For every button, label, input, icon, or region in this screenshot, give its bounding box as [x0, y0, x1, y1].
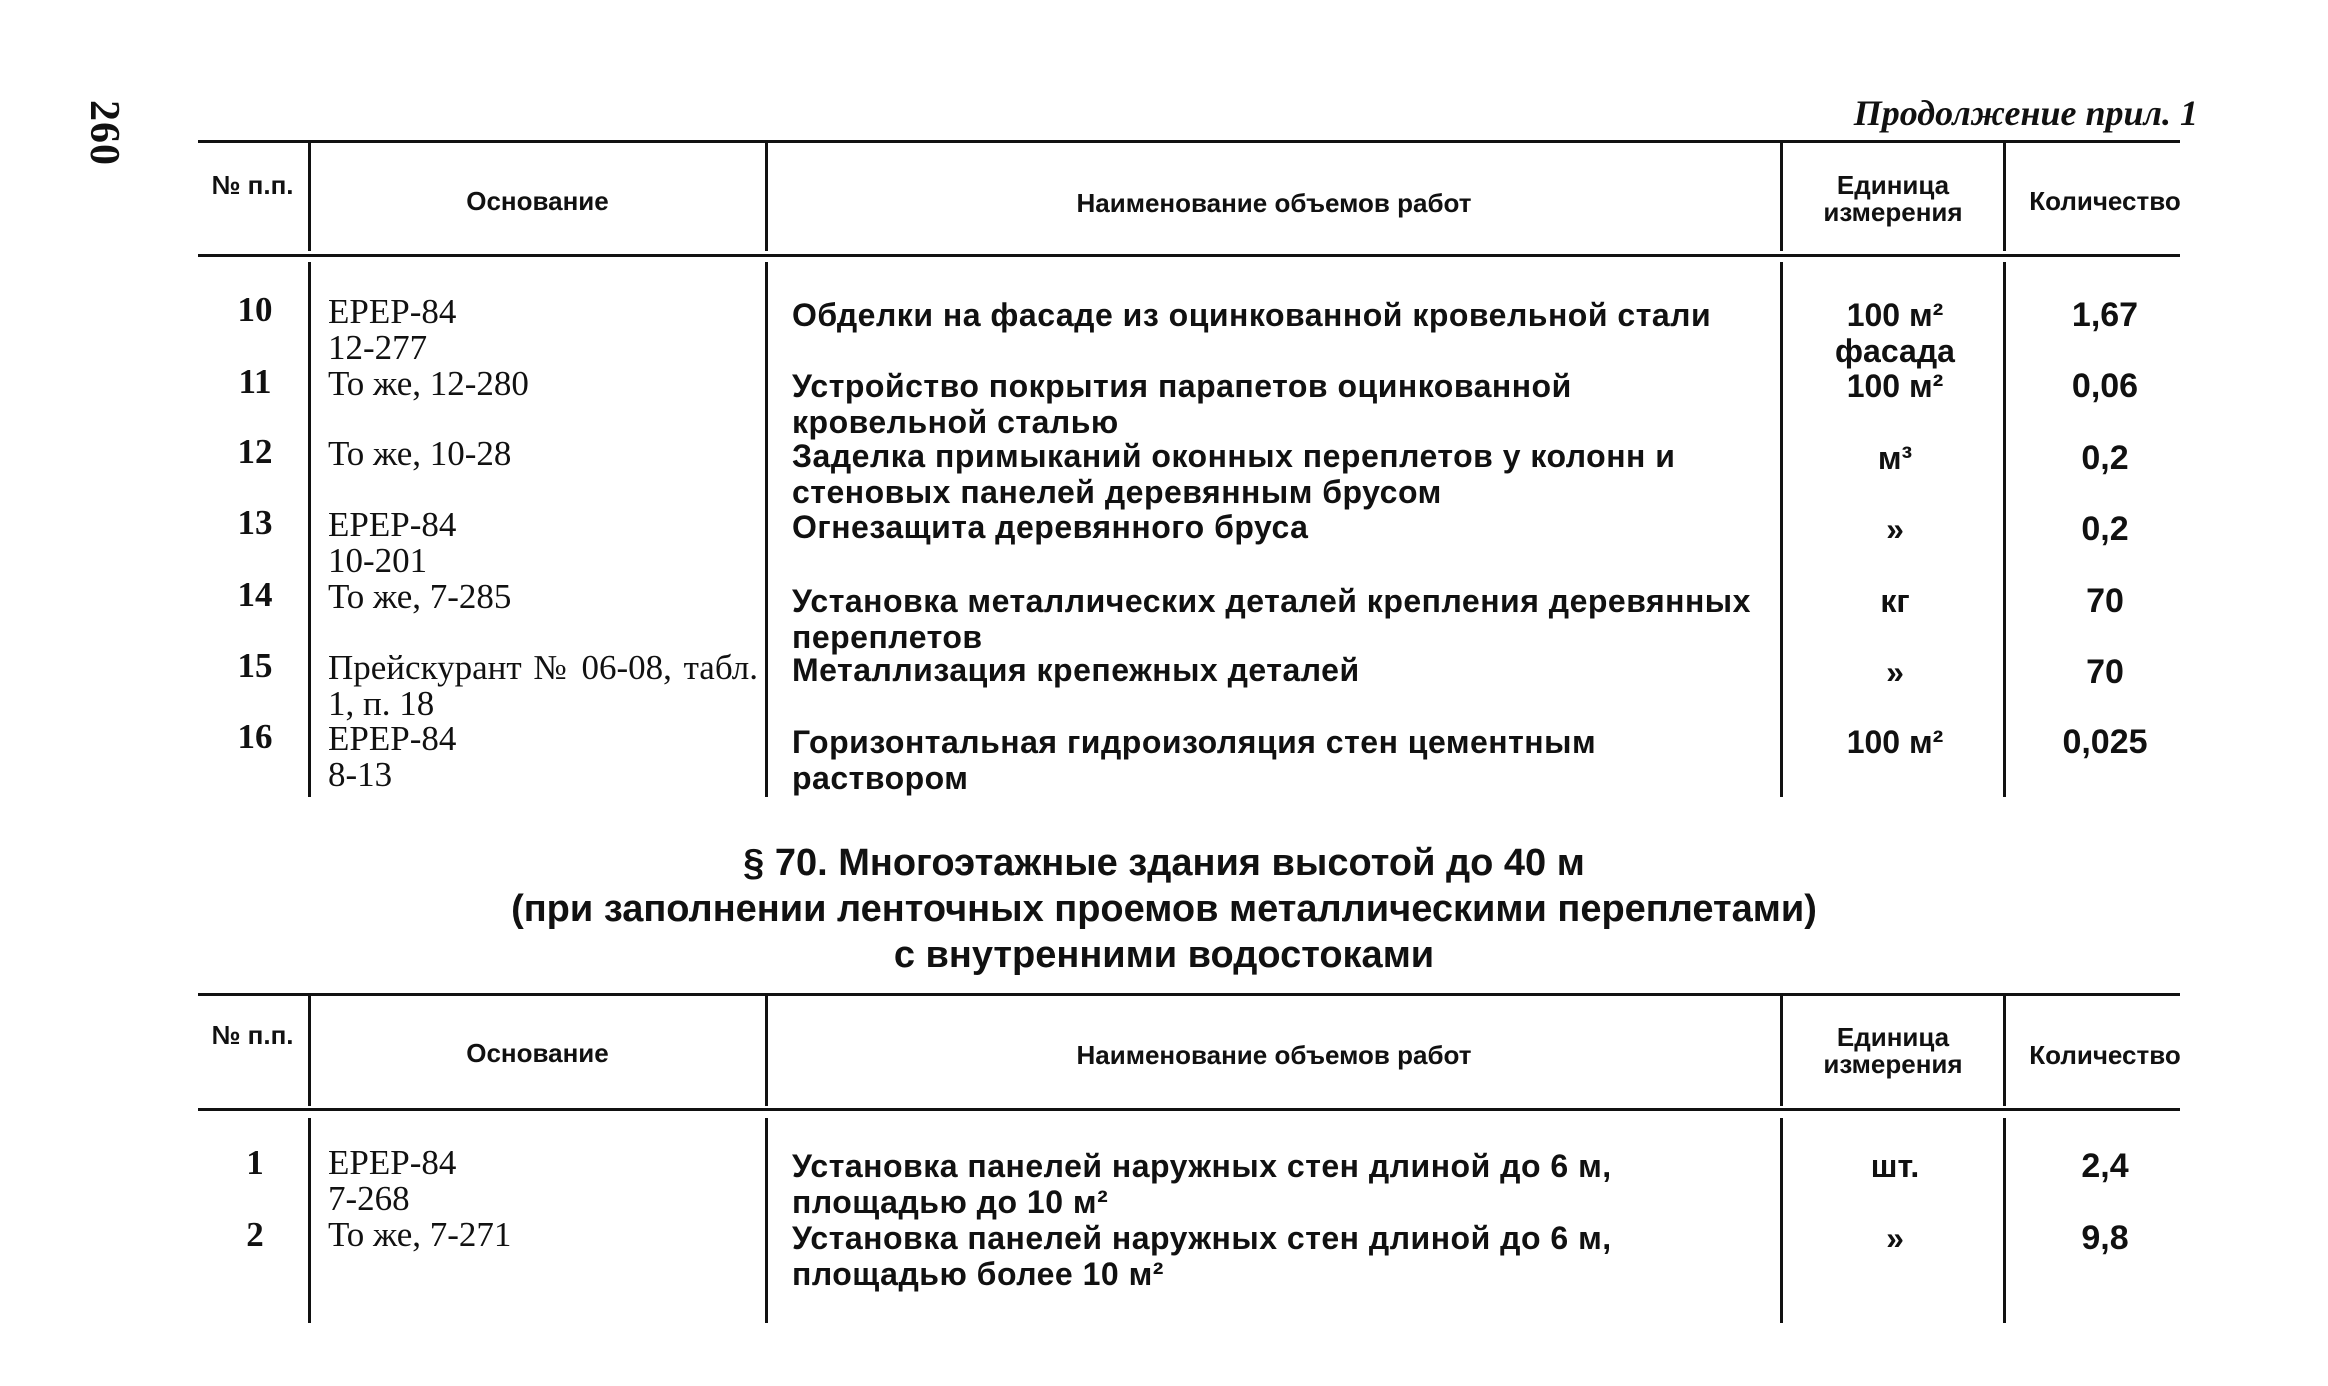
row-basis: ЕРЕР-84 10-201 [328, 505, 457, 580]
col-divider [1780, 143, 1783, 251]
row-qty: 0,2 [2081, 439, 2129, 477]
section-title-line-3: с внутренними водостоками [893, 934, 1435, 976]
header-qty: Количество [2029, 186, 2181, 216]
row-unit: шт. [1870, 1148, 1920, 1184]
col-divider [308, 262, 311, 797]
row-basis: То же, 7-285 [328, 577, 512, 616]
row-qty: 9,8 [2081, 1219, 2129, 1257]
header-basis: Основание [466, 1038, 609, 1068]
row-number: 11 [238, 362, 272, 401]
row-number: 15 [237, 646, 273, 685]
row-basis: ЕРЕР-84 8-13 [328, 719, 457, 794]
row-number: 2 [246, 1215, 264, 1254]
row-basis: То же, 10-28 [328, 434, 512, 473]
row-number: 14 [237, 575, 273, 614]
row-basis: То же, 12-280 [328, 364, 529, 403]
col-divider [2003, 1118, 2006, 1323]
row-work: Металлизация крепежных деталей [792, 652, 1360, 688]
col-divider [765, 262, 768, 797]
row-unit: 100 м² [1846, 368, 1944, 404]
header-basis: Основание [466, 186, 609, 216]
col-divider [308, 996, 311, 1106]
header-work: Наименование объемов работ [1076, 1040, 1472, 1070]
row-unit: 100 м² [1846, 724, 1944, 760]
row-qty: 0,2 [2081, 510, 2129, 548]
row-unit: кг [1880, 583, 1910, 619]
row-unit: » [1886, 1220, 1904, 1256]
col-divider [2003, 262, 2006, 797]
col-divider [765, 996, 768, 1106]
row-number: 16 [237, 717, 273, 756]
row-unit: » [1886, 511, 1904, 547]
col-divider [2003, 996, 2006, 1106]
row-qty: 70 [2086, 653, 2124, 691]
row-qty: 1,67 [2071, 296, 2139, 334]
row-qty: 70 [2086, 582, 2124, 620]
page-number: 260 [81, 100, 127, 166]
row-work: Горизонтальная гидроизоляция стен цементным раствором [792, 724, 1597, 796]
continuation-label: Продолжение прил. 1 [1853, 93, 2198, 133]
row-number: 12 [237, 432, 273, 471]
col-divider [765, 1118, 768, 1323]
row-basis: ЕРЕР-84 12-277 [328, 292, 457, 367]
header-unit: Единица измерения [1823, 170, 1963, 228]
row-qty: 0,06 [2071, 367, 2139, 405]
col-divider [1780, 996, 1783, 1106]
header-num: № п.п. [211, 1020, 294, 1050]
row-work: Установка панелей наружных стен длиной до 6 м, площадью до 10 м² [792, 1148, 1612, 1220]
row-basis: Прейскурант № 06-08, табл. 1, п. 18 [328, 648, 758, 723]
col-divider [1780, 262, 1783, 797]
row-number: 13 [237, 503, 273, 542]
row-basis: ЕРЕР-84 7-268 [328, 1143, 457, 1218]
header-unit: Единица измерения [1823, 1022, 1963, 1080]
col-divider [2003, 143, 2006, 251]
row-qty: 2,4 [2081, 1147, 2129, 1185]
row-number: 1 [246, 1143, 264, 1182]
header-num: № п.п. [211, 170, 294, 200]
row-work: Заделка примыканий оконных переплетов у колонн и стеновых панелей деревянным брусом [792, 438, 1676, 510]
row-work: Установка панелей наружных стен длиной до 6 м, площадью более 10 м² [792, 1220, 1612, 1292]
col-divider [1780, 1118, 1783, 1323]
row-qty: 0,025 [2062, 723, 2148, 761]
col-divider [308, 1118, 311, 1323]
col-divider [765, 143, 768, 251]
table-2-header-rule [198, 1108, 2180, 1111]
header-work: Наименование объемов работ [1076, 188, 1472, 218]
row-work: Установка металлических деталей крепления деревянных переплетов [792, 583, 1751, 655]
row-unit: 100 м² фасада [1835, 297, 1955, 369]
row-work: Огнезащита деревянного бруса [792, 509, 1309, 545]
row-work: Устройство покрытия парапетов оцинкованной кровельной сталью [792, 368, 1572, 440]
row-unit: » [1886, 654, 1904, 690]
section-title-line-2: (при заполнении ленточных проемов металлическими переплетами) [511, 888, 1817, 930]
row-number: 10 [237, 290, 273, 329]
table-1-header-rule [198, 254, 2180, 257]
row-unit: м³ [1877, 440, 1913, 476]
table-1-top-rule [198, 140, 2180, 143]
header-qty: Количество [2029, 1040, 2181, 1070]
row-work: Обделки на фасаде из оцинкованной кровельной стали [792, 297, 1712, 333]
col-divider [308, 143, 311, 251]
section-title-line-1: § 70. Многоэтажные здания высотой до 40 м [743, 842, 1585, 884]
table-2-top-rule [198, 993, 2180, 996]
row-basis: То же, 7-271 [328, 1215, 512, 1254]
